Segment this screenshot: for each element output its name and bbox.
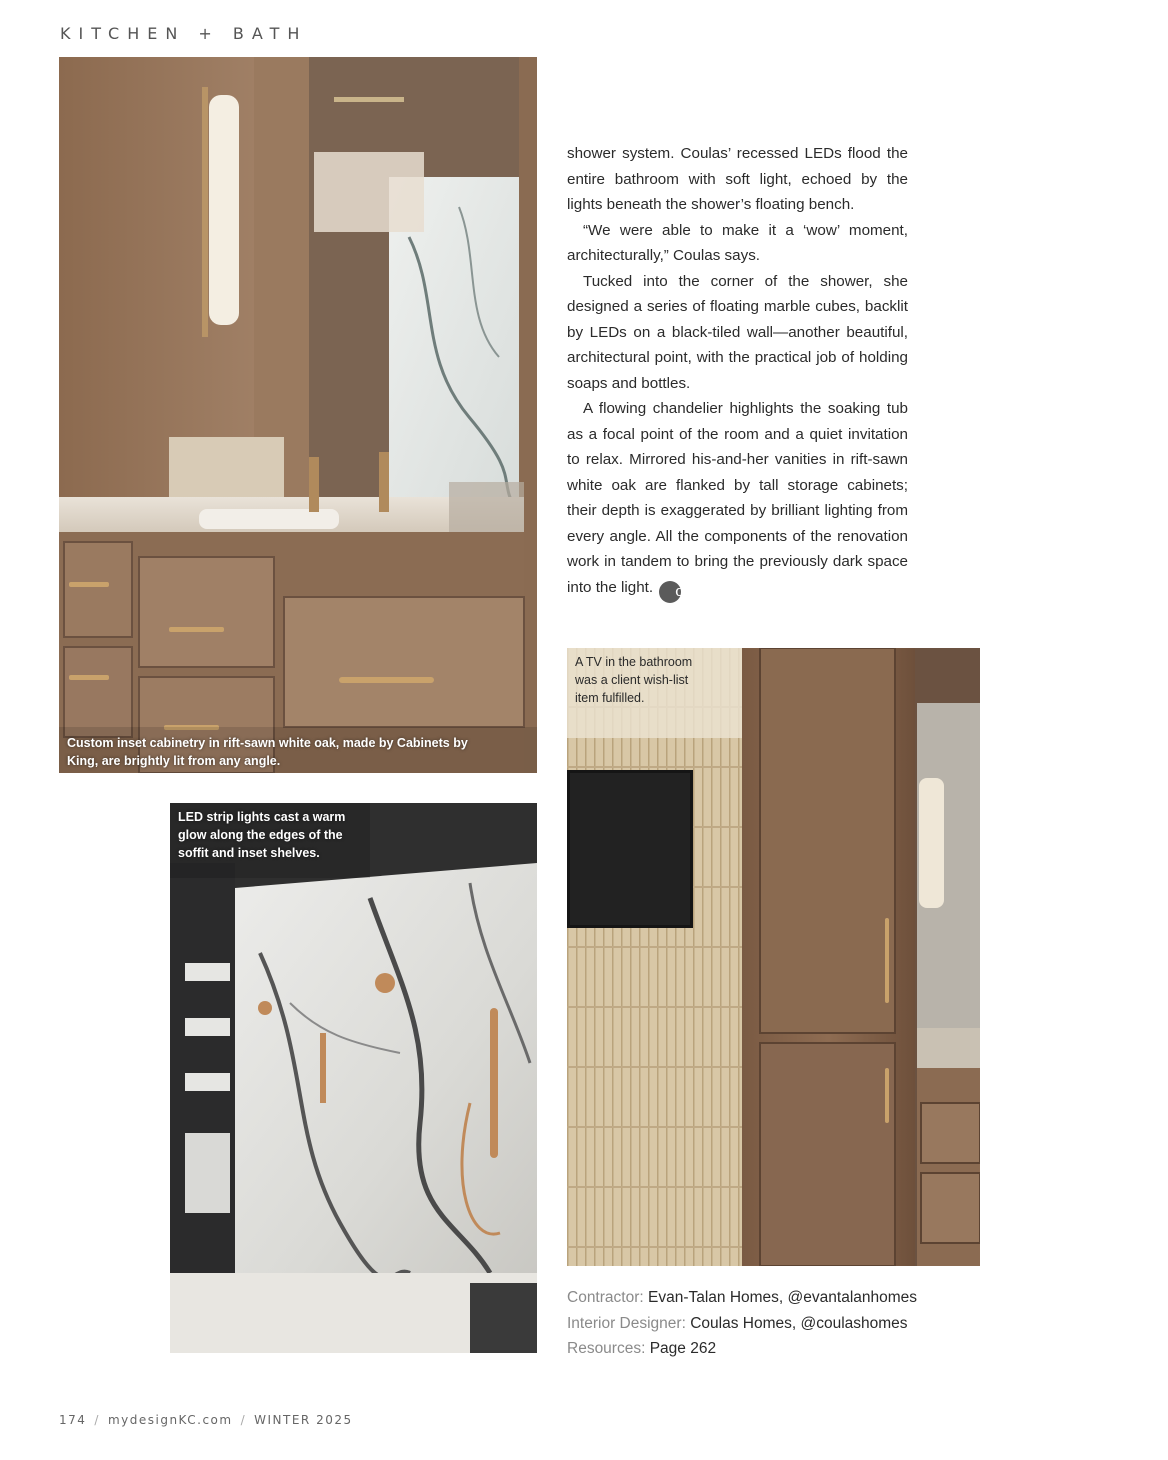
section-label: KITCHEN + BATH xyxy=(60,24,308,43)
shower-photo xyxy=(170,803,537,1353)
page-footer: 174 / mydesignKC.com / WINTER 2025 xyxy=(59,1413,353,1427)
site-link[interactable]: mydesignKC.com xyxy=(107,1413,233,1427)
credit-value: Coulas Homes, @coulashomes xyxy=(690,1314,908,1332)
issue-label: WINTER 2025 xyxy=(254,1413,353,1427)
tv-photo xyxy=(567,648,980,1266)
credit-contractor xyxy=(567,1285,987,1311)
end-mark-icon: d xyxy=(659,581,681,603)
article-paragraph: “We were able to make it a ‘wow’ moment, architecturally,” Coulas says. xyxy=(567,221,908,264)
shower-photo-image xyxy=(170,803,537,1353)
credits xyxy=(567,1285,987,1362)
credit-value: Page 262 xyxy=(649,1340,717,1357)
vanity-caption: Custom inset cabinetry in rift-sawn white oak, made by Cabinets by King, are brightly lit from any angle. xyxy=(67,736,468,768)
article-paragraph: shower system. Coulas’ recessed LEDs flood the entire bathroom with soft light, echoed by the lights beneath the shower’s floating bench. xyxy=(567,145,908,213)
credit-label: Resources: xyxy=(567,1340,646,1357)
article-paragraph xyxy=(567,396,908,603)
tv-photo-image xyxy=(567,648,980,1266)
credit-resources xyxy=(567,1336,987,1362)
vanity-photo-image xyxy=(59,57,537,773)
credit-label: Interior Designer: xyxy=(567,1314,686,1332)
credit-value: Evan-Talan Homes, @evantalanhomes xyxy=(647,1289,918,1306)
article-body xyxy=(567,141,908,603)
credit-label: Contractor: xyxy=(567,1289,644,1306)
article-paragraph-text: A flowing chandelier highlights the soaking tub as a focal point of the room and a quiet invitation to relax. Mirrored his-and-her vanities in rift-sawn white oak are flanked by tall storage cabinets; their depth is exaggerated by brilliant lighting from every angle. All the components of the renovation work in tandem to bring the previously dark space into the light. xyxy=(567,400,908,596)
article-paragraph: Tucked into the corner of the shower, she designed a series of floating marble cubes, backlit by LEDs on a black-tiled wall—another beautiful, architectural point, with the practical job of holding soaps and bottles. xyxy=(567,272,908,392)
tv-caption: A TV in the bathroom was a client wish-list item fulfilled. xyxy=(575,655,693,705)
credit-designer xyxy=(567,1311,987,1337)
page-number: 174 xyxy=(59,1413,87,1427)
vanity-photo xyxy=(59,57,537,773)
shower-caption: LED strip lights cast a warm glow along the edges of the soffit and inset shelves. xyxy=(178,810,346,860)
